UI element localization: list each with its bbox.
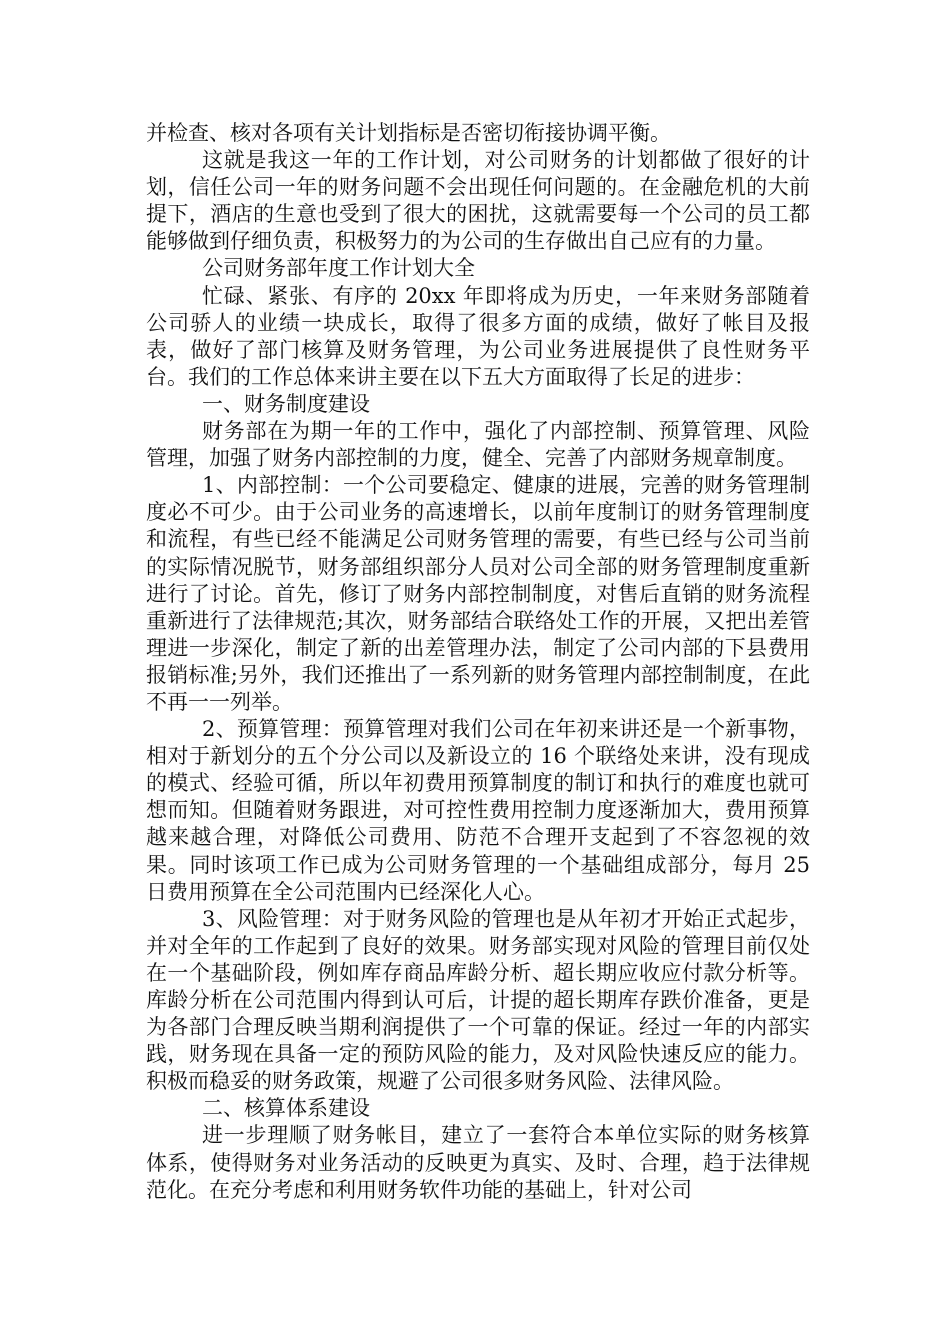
paragraph-financial-system: 财务部在为期一年的工作中，强化了内部控制、预算管理、风险管理，加强了财务内部控制的力度，健全、完善了内部财务规章制度。 bbox=[146, 419, 810, 471]
section-title: 公司财务部年度工作计划大全 bbox=[202, 256, 475, 281]
heading-accounting-system: 二、核算体系建设 bbox=[202, 1096, 370, 1121]
paragraph-accounting-system: 进一步理顺了财务帐目，建立了一套符合本单位实际的财务核算体系，使得财务对业务活动的反映更为真实、及时、合理，趋于法律规范化。在充分考虑和利用财务软件功能的基础上，针对公司 bbox=[146, 1123, 810, 1202]
paragraph-budget-management: 2、预算管理：预算管理对我们公司在年初来讲还是一个新事物，相对于新划分的五个分公司以及新设立的 16 个联络处来讲，没有现成的模式、经验可循，所以年初费用预算制度的制订和执行的难度也就可想而知。但随着财务跟进，对可控性费用控制力度逐渐加大，费用预算越来越合理，对降低公司费用、防范不合理开支起到了不容忽视的效果。同时该项工作已成为公司财务管理的一个基础组成部分，每月 25 日费用预算在全公司范围内已经深化人心。 bbox=[146, 717, 810, 904]
heading-financial-system: 一、财务制度建设 bbox=[202, 391, 370, 416]
paragraph-work-plan-summary: 这就是我这一年的工作计划，对公司财务的计划都做了很好的计划，信任公司一年的财务问题不会出现任何问题的。在金融危机的大前提下，酒店的生意也受到了很大的困扰，这就需要每一个公司的员工都能够做到仔细负责，积极努力的为公司的生存做出自己应有的力量。 bbox=[146, 148, 810, 254]
paragraph-risk-management: 3、风险管理：对于财务风险的管理也是从年初才开始正式起步，并对全年的工作起到了良好的效果。财务部实现对风险的管理目前仅处在一个基础阶段，例如库存商品库龄分析、超长期应收应付款分析等。库龄分析在公司范围内得到认可后，计提的超长期库存跌价准备，更是为各部门合理反映当期利润提供了一个可靠的保证。经过一年的内部实践，财务现在具备一定的预防风险的能力，及对风险快速反应的能力。积极而稳妥的财务政策，规避了公司很多财务风险、法律风险。 bbox=[146, 906, 810, 1094]
document-body bbox=[146, 120, 810, 1204]
paragraph-internal-control: 1、内部控制：一个公司要稳定、健康的进展，完善的财务管理制度必不可少。由于公司业务的高速增长，以前年度制订的财务管理制度和流程，有些已经不能满足公司财务管理的需要，有些已经与公司当前的实际情况脱节，财务部组织部分人员对公司全部的财务管理制度重新进行了讨论。首先，修订了财务内部控制制度，对售后直销的财务流程重新进行了法律规范;其次，财务部结合联络处工作的开展，又把出差管理进一步深化，制定了新的出差管理办法，制定了公司内部的下县费用报销标准;另外，我们还推出了一系列新的财务管理内部控制制度，在此不再一一列举。 bbox=[146, 473, 810, 714]
paragraph-continuation: 并检查、核对各项有关计划指标是否密切衔接协调平衡。 bbox=[146, 121, 671, 145]
paragraph-year-review: 忙碌、紧张、有序的 20xx 年即将成为历史，一年来财务部随着公司骄人的业绩一块成长，取得了很多方面的成绩，做好了帐目及报表，做好了部门核算及财务管理，为公司业务进展提供了良性财务平台。我们的工作总体来讲主要在以下五大方面取得了长足的进步： bbox=[146, 283, 810, 389]
